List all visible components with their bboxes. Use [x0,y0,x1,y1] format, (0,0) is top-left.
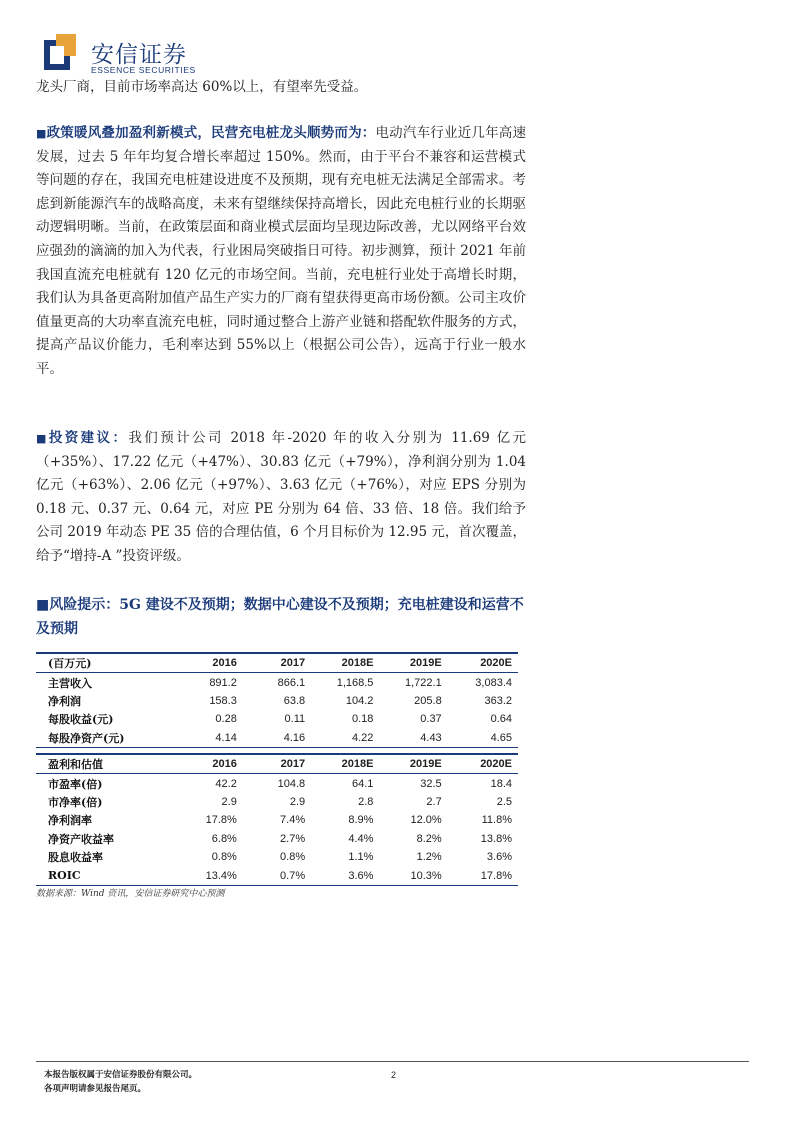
data-source-note: 数据来源：Wind 资讯，安信证券研究中心预测 [36,889,225,899]
table-cell: 4.16 [243,729,311,748]
table-cell: 10.3% [379,866,447,885]
logo-name-en: ESSENCE SECURITIES [91,65,196,75]
table-cell: 市净率(倍) [48,795,103,809]
table-cell: 104.8 [277,777,306,790]
table-cell: 1.2% [416,851,442,864]
financial-table-2 [36,753,518,886]
table-cell: 64.1 [351,777,374,790]
logo-name-cn: 安信证券 [91,42,187,68]
table-cell: 363.2 [484,694,512,707]
table-cell: 3.6% [311,866,379,885]
table-cell: 2.8 [358,795,374,808]
table-header-row [36,754,518,774]
table-cell: 205.8 [414,694,442,707]
table-cell: 3,083.4 [475,676,512,689]
table-row [36,811,518,829]
table-cell: 1,168.5 [336,676,374,689]
table-row [36,774,518,793]
table-row [36,830,518,848]
investment-heading: 投资建议： [48,430,129,446]
footer-line-1: 本报告版权属于安信证券股份有限公司。 [44,1070,198,1080]
table-cell: 11.8% [481,814,512,827]
table-cell: 13.4% [175,866,243,885]
policy-section [36,122,526,382]
table-cell: 1,722.1 [404,676,442,689]
table-header-cell: 2019E [379,653,447,673]
table-cell: 3.6% [486,851,512,864]
table-cell: 8.9% [348,814,374,827]
table-cell: 2.5 [496,795,512,808]
table-row [36,692,518,710]
table-cell: 12.0% [410,814,442,827]
table-cell: 17.8% [448,866,518,885]
table-row [36,866,518,885]
table-cell: 2.7 [426,795,442,808]
table-cell: 0.37 [420,713,442,726]
table-cell: 158.3 [209,694,237,707]
table-cell: 主营收入 [48,676,92,690]
table-cell: 0.8% [280,851,306,864]
table-cell: 0.11 [284,713,306,726]
intro-line: 龙头厂商，目前市场率高达 60%以上，有望率先受益。 [36,79,368,95]
table-cell: 4.22 [311,729,379,748]
table-cell: 18.4 [490,777,512,790]
table-cell: 8.2% [416,832,442,845]
table-cell: 0.18 [351,713,374,726]
footer-disclaimer [44,1068,197,1096]
table-cell: 104.2 [345,694,374,707]
table-cell: 净利润率 [48,814,92,828]
page-number: 2 [391,1070,397,1080]
footer-line-2: 各项声明请参见报告尾页。 [44,1084,147,1094]
table-header-cell: 2018E [311,653,379,673]
table-cell: 每股收益(元) [48,713,114,727]
table-cell: 32.5 [420,777,442,790]
table-header-cell: 2018E [311,754,379,774]
table-cell: ROIC [36,866,175,885]
table-cell: 0.8% [211,851,237,864]
policy-body: 电动汽车行业近几年高速发展，过去 5 年年均复合增长率超过 150%。然而，由于平台不兼容和运营模式等问题的存在，我国充电桩建设进度不及预期，现有充电桩无法满足全部需求。考虑到新能源汽车的战略高度，未来有望继续保持高增长，因此充电桩行业的长期驱动逻辑明晰。当前，在政策层面和商业模式层面均呈现边际改善，尤以网络平台效应强劲的滴滴的加入为代表，行业困局突破指日可待。初步测算，预计 2021 年前我国直流充电桩就有 120 亿元的市场空间。当前，充电桩行业处于高增长时期，我们认为具备更高附加值产品生产实力的厂商有望获得更高市场份额。公司主攻价值量更高的大功率直流充电桩，同时通过整合上游产业链和搭配软件服务的方式，提高产品议价能力，毛利率达到 55%以上（根据公司公告），远高于行业一般水平。 [36,125,527,377]
table-header-cell: 2017 [243,653,311,673]
table-cell: 4.65 [448,729,518,748]
investment-body: 我们预计公司 2018 年-2020 年的收入分别为 11.69 亿元（+35%）、17.22 亿元（+47%）、30.83 亿元（+79%），净利润分别为 1.04 亿元（+63%）、2.06 亿元（+97%）、3.63 亿元（+76%），对应 EPS 分别为 0.18 元、0.37 元、0.64 元，对应 PE 分别为 64 倍、33 倍、18 倍。我们给予公司 2019 年动态 PE 35 倍的合理估值，6 个月目标价为 12.95 元，首次覆盖，给予“增持-A ”投资评级。 [36,430,526,564]
table-cell: 866.1 [277,676,306,689]
table-row [36,673,518,692]
bullet-square-icon: ■ [36,127,47,140]
table-cell: 4.14 [175,729,243,748]
table-cell: 42.2 [215,777,237,790]
table-cell: 7.4% [280,814,306,827]
table-cell: 0.7% [243,866,311,885]
financial-table-1 [36,652,518,748]
table-cell: 1.1% [348,851,374,864]
table-cell: 4.43 [379,729,447,748]
table-cell: 63.8 [283,694,306,707]
risk-text: 风险提示：5G 建设不及预期；数据中心建设不及预期；充电桩建设和运营不及预期 [36,597,524,637]
policy-heading: 政策暖风叠加盈利新模式，民营充电桩龙头顺势而为： [46,125,376,141]
table-header-cell: 2016 [175,754,243,774]
company-logo [44,34,244,78]
table-cell: 2.9 [221,795,237,808]
table-cell: 0.64 [490,713,512,726]
table-cell: 13.8% [480,832,512,845]
footer-divider [36,1061,749,1062]
logo-mark-icon [44,34,78,72]
table-header-cell: 盈利和估值 [36,754,175,774]
investment-section [36,427,526,569]
risk-section [36,593,531,641]
table-cell: 市盈率(倍) [48,777,103,791]
table-header-row [36,653,518,673]
table-header-cell: 2019E [379,754,447,774]
bullet-square-icon: ■ [36,597,50,613]
table-header-cell: (百万元) [36,653,175,673]
table-header-cell: 2020E [448,754,518,774]
table-row [36,848,518,866]
table-header-cell: 2020E [448,653,518,673]
table-cell: 2.7% [280,832,306,845]
table-row [36,793,518,811]
table-cell: 891.2 [209,676,237,689]
table-cell: 净资产收益率 [48,832,114,846]
table-row [36,729,518,748]
table-cell: 股息收益率 [48,851,103,865]
table-header-cell: 2017 [243,754,311,774]
table-cell: 6.8% [211,832,237,845]
table-cell: 4.4% [348,832,374,845]
table-row [36,710,518,728]
table-cell: 17.8% [205,814,237,827]
bullet-square-icon: ■ [36,432,49,445]
table-cell: 0.28 [215,713,237,726]
table-cell: 2.9 [289,795,306,808]
table-header-cell: 2016 [175,653,243,673]
table-cell: 每股净资产(元) [36,729,175,748]
table-cell: 净利润 [48,694,81,708]
